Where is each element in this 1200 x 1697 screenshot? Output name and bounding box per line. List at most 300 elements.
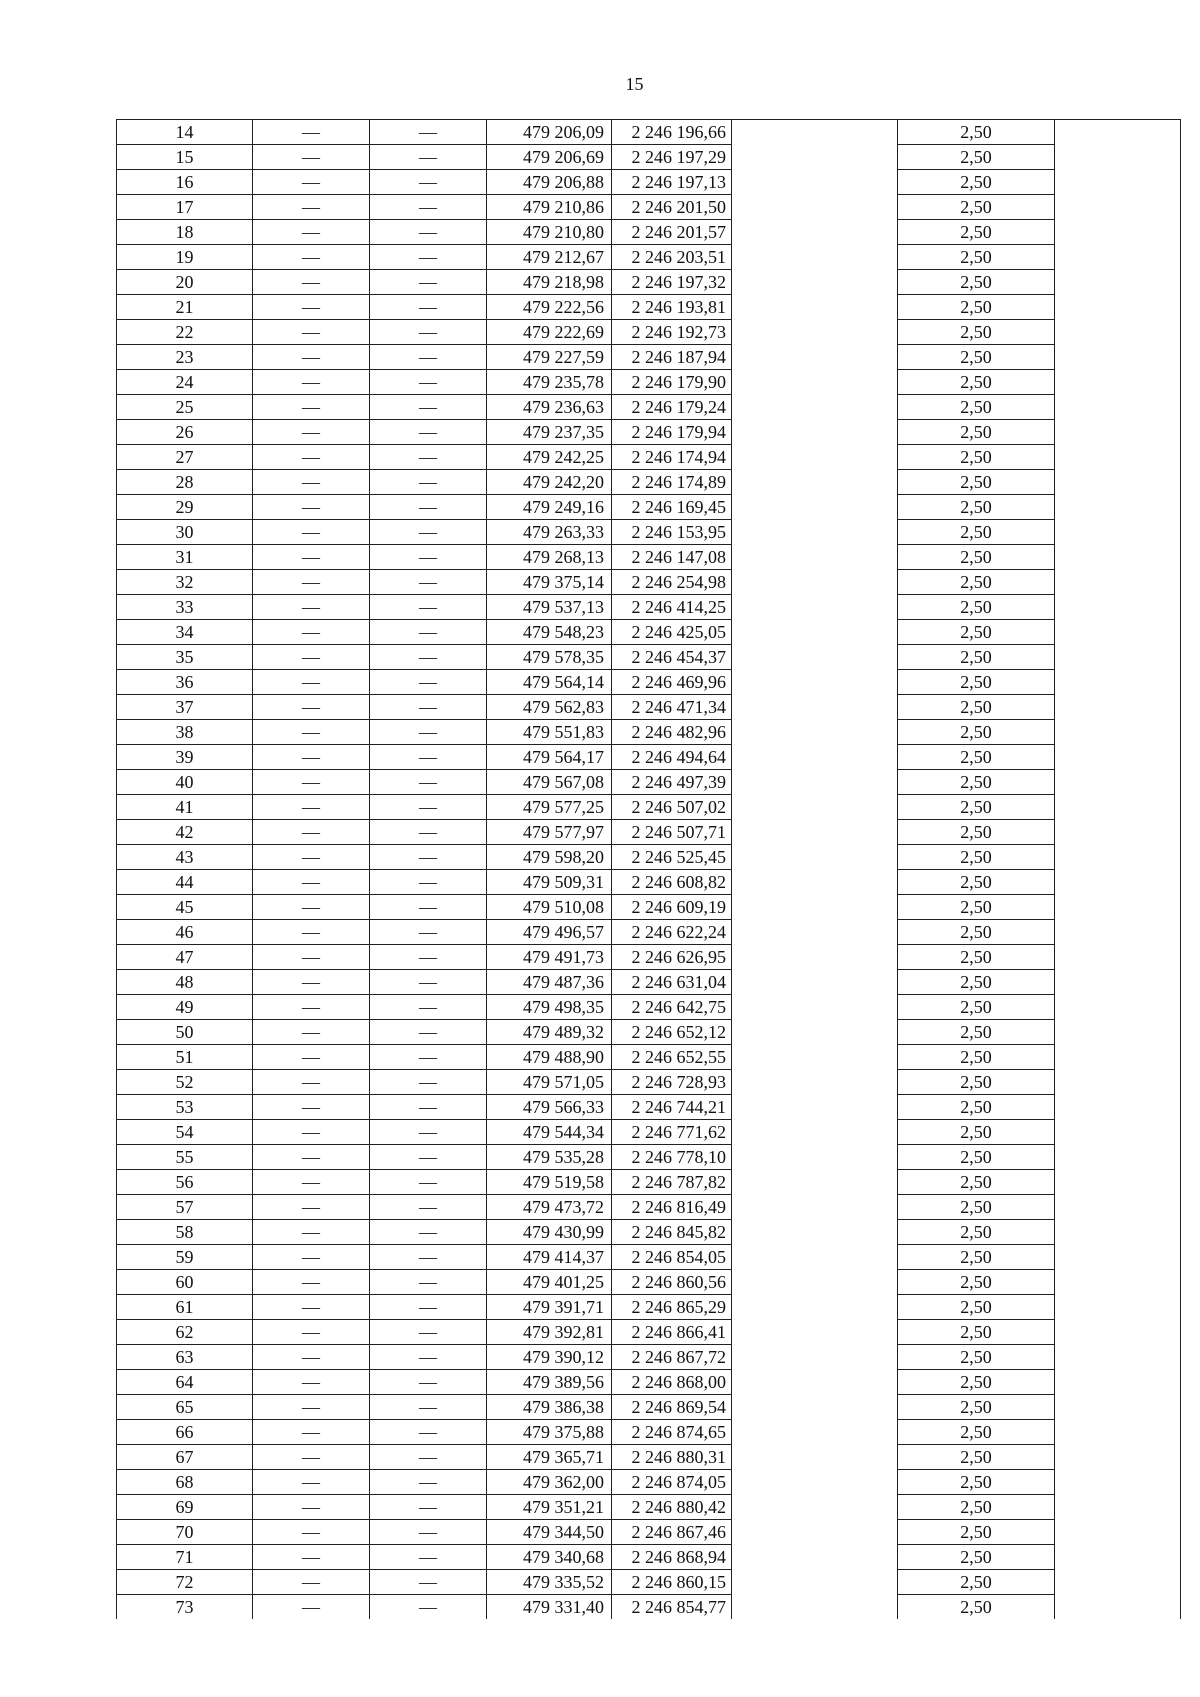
point-number-cell: 14 [117, 120, 253, 145]
dash-cell: — [253, 820, 370, 845]
y-coordinate-cell: 2 246 414,25 [612, 595, 732, 620]
accuracy-cell: 2,50 [898, 695, 1055, 720]
x-coordinate-cell: 479 430,99 [487, 1220, 612, 1245]
empty-cell [732, 645, 898, 670]
point-number-cell: 61 [117, 1295, 253, 1320]
point-number-cell: 51 [117, 1045, 253, 1070]
dash-cell: — [253, 670, 370, 695]
dash-cell: — [370, 495, 487, 520]
empty-cell [732, 1570, 898, 1595]
dash-cell: — [253, 270, 370, 295]
dash-cell: — [253, 1420, 370, 1445]
point-number-cell: 33 [117, 595, 253, 620]
point-number-cell: 58 [117, 1220, 253, 1245]
point-number-cell: 15 [117, 145, 253, 170]
point-number-cell: 30 [117, 520, 253, 545]
accuracy-cell: 2,50 [898, 1195, 1055, 1220]
empty-cell [732, 1195, 898, 1220]
y-coordinate-cell: 2 246 147,08 [612, 545, 732, 570]
table-row [117, 945, 1181, 970]
x-coordinate-cell: 479 487,36 [487, 970, 612, 995]
empty-cell [732, 870, 898, 895]
x-coordinate-cell: 479 488,90 [487, 1045, 612, 1070]
empty-cell [732, 1545, 898, 1570]
page-number: 15 [625, 74, 644, 94]
table-row [117, 1220, 1181, 1245]
point-number-cell: 28 [117, 470, 253, 495]
dash-cell: — [370, 545, 487, 570]
x-coordinate-cell: 479 362,00 [487, 1470, 612, 1495]
accuracy-cell: 2,50 [898, 1445, 1055, 1470]
dash-cell: — [370, 1295, 487, 1320]
accuracy-cell: 2,50 [898, 495, 1055, 520]
point-number-cell: 44 [117, 870, 253, 895]
y-coordinate-cell: 2 246 880,31 [612, 1445, 732, 1470]
dash-cell: — [253, 1520, 370, 1545]
table-row [117, 1270, 1181, 1295]
y-coordinate-cell: 2 246 187,94 [612, 345, 732, 370]
table-row [117, 1020, 1181, 1045]
empty-cell [732, 295, 898, 320]
dash-cell: — [253, 1070, 370, 1095]
x-coordinate-cell: 479 344,50 [487, 1520, 612, 1545]
dash-cell: — [370, 195, 487, 220]
y-coordinate-cell: 2 246 622,24 [612, 920, 732, 945]
accuracy-cell: 2,50 [898, 945, 1055, 970]
table-row [117, 895, 1181, 920]
dash-cell: — [253, 1370, 370, 1395]
accuracy-cell: 2,50 [898, 1595, 1055, 1620]
empty-cell [732, 1145, 898, 1170]
table-row [117, 1570, 1181, 1595]
accuracy-cell: 2,50 [898, 245, 1055, 270]
point-number-cell: 41 [117, 795, 253, 820]
accuracy-cell: 2,50 [898, 1220, 1055, 1245]
x-coordinate-cell: 479 375,88 [487, 1420, 612, 1445]
x-coordinate-cell: 479 237,35 [487, 420, 612, 445]
empty-cell [1055, 595, 1181, 620]
x-coordinate-cell: 479 598,20 [487, 845, 612, 870]
empty-cell [732, 770, 898, 795]
x-coordinate-cell: 479 509,31 [487, 870, 612, 895]
table-row [117, 1495, 1181, 1520]
empty-cell [1055, 1195, 1181, 1220]
dash-cell: — [370, 1170, 487, 1195]
dash-cell: — [370, 345, 487, 370]
point-number-cell: 49 [117, 995, 253, 1020]
x-coordinate-cell: 479 340,68 [487, 1545, 612, 1570]
dash-cell: — [253, 920, 370, 945]
dash-cell: — [370, 1320, 487, 1345]
point-number-cell: 24 [117, 370, 253, 395]
accuracy-cell: 2,50 [898, 1395, 1055, 1420]
table-row [117, 220, 1181, 245]
dash-cell: — [370, 1070, 487, 1095]
accuracy-cell: 2,50 [898, 395, 1055, 420]
x-coordinate-cell: 479 577,25 [487, 795, 612, 820]
dash-cell: — [370, 770, 487, 795]
empty-cell [732, 145, 898, 170]
empty-cell [1055, 170, 1181, 195]
dash-cell: — [253, 420, 370, 445]
accuracy-cell: 2,50 [898, 920, 1055, 945]
dash-cell: — [370, 120, 487, 145]
table-row [117, 1395, 1181, 1420]
empty-cell [732, 795, 898, 820]
point-number-cell: 64 [117, 1370, 253, 1395]
empty-cell [1055, 1520, 1181, 1545]
dash-cell: — [370, 1270, 487, 1295]
y-coordinate-cell: 2 246 254,98 [612, 570, 732, 595]
empty-cell [1055, 395, 1181, 420]
table-row [117, 845, 1181, 870]
dash-cell: — [253, 945, 370, 970]
x-coordinate-cell: 479 489,32 [487, 1020, 612, 1045]
accuracy-cell: 2,50 [898, 745, 1055, 770]
dash-cell: — [370, 1345, 487, 1370]
y-coordinate-cell: 2 246 179,94 [612, 420, 732, 445]
dash-cell: — [370, 970, 487, 995]
accuracy-cell: 2,50 [898, 345, 1055, 370]
empty-cell [1055, 1020, 1181, 1045]
x-coordinate-cell: 479 210,86 [487, 195, 612, 220]
empty-cell [732, 195, 898, 220]
y-coordinate-cell: 2 246 868,94 [612, 1545, 732, 1570]
empty-cell [1055, 1045, 1181, 1070]
dash-cell: — [253, 345, 370, 370]
empty-cell [1055, 1220, 1181, 1245]
coordinates-table [116, 119, 1181, 1619]
point-number-cell: 50 [117, 1020, 253, 1045]
empty-cell [1055, 1245, 1181, 1270]
accuracy-cell: 2,50 [898, 145, 1055, 170]
table-row [117, 1095, 1181, 1120]
accuracy-cell: 2,50 [898, 1345, 1055, 1370]
dash-cell: — [253, 1395, 370, 1420]
point-number-cell: 71 [117, 1545, 253, 1570]
empty-cell [732, 1020, 898, 1045]
dash-cell: — [370, 295, 487, 320]
empty-cell [1055, 220, 1181, 245]
dash-cell: — [370, 445, 487, 470]
point-number-cell: 54 [117, 1120, 253, 1145]
accuracy-cell: 2,50 [898, 570, 1055, 595]
point-number-cell: 26 [117, 420, 253, 445]
empty-cell [732, 745, 898, 770]
dash-cell: — [370, 1195, 487, 1220]
x-coordinate-cell: 479 473,72 [487, 1195, 612, 1220]
accuracy-cell: 2,50 [898, 320, 1055, 345]
dash-cell: — [253, 295, 370, 320]
dash-cell: — [370, 1120, 487, 1145]
empty-cell [1055, 620, 1181, 645]
dash-cell: — [370, 595, 487, 620]
empty-cell [732, 495, 898, 520]
y-coordinate-cell: 2 246 454,37 [612, 645, 732, 670]
table-row [117, 245, 1181, 270]
accuracy-cell: 2,50 [898, 545, 1055, 570]
empty-cell [1055, 1345, 1181, 1370]
y-coordinate-cell: 2 246 196,66 [612, 120, 732, 145]
x-coordinate-cell: 479 227,59 [487, 345, 612, 370]
dash-cell: — [370, 1020, 487, 1045]
accuracy-cell: 2,50 [898, 1145, 1055, 1170]
accuracy-cell: 2,50 [898, 1270, 1055, 1295]
empty-cell [732, 570, 898, 595]
point-number-cell: 69 [117, 1495, 253, 1520]
dash-cell: — [253, 470, 370, 495]
y-coordinate-cell: 2 246 471,34 [612, 695, 732, 720]
dash-cell: — [370, 820, 487, 845]
dash-cell: — [370, 1370, 487, 1395]
point-number-cell: 56 [117, 1170, 253, 1195]
dash-cell: — [370, 1045, 487, 1070]
x-coordinate-cell: 479 564,14 [487, 670, 612, 695]
empty-cell [1055, 145, 1181, 170]
y-coordinate-cell: 2 246 865,29 [612, 1295, 732, 1320]
dash-cell: — [370, 945, 487, 970]
empty-cell [732, 320, 898, 345]
point-number-cell: 67 [117, 1445, 253, 1470]
empty-cell [732, 620, 898, 645]
x-coordinate-cell: 479 414,37 [487, 1245, 612, 1270]
dash-cell: — [370, 720, 487, 745]
empty-cell [732, 470, 898, 495]
table-row [117, 170, 1181, 195]
y-coordinate-cell: 2 246 201,50 [612, 195, 732, 220]
dash-cell: — [253, 770, 370, 795]
empty-cell [732, 1445, 898, 1470]
dash-cell: — [253, 1095, 370, 1120]
table-row [117, 995, 1181, 1020]
dash-cell: — [370, 420, 487, 445]
dash-cell: — [253, 1545, 370, 1570]
x-coordinate-cell: 479 222,69 [487, 320, 612, 345]
dash-cell: — [253, 220, 370, 245]
x-coordinate-cell: 479 206,09 [487, 120, 612, 145]
accuracy-cell: 2,50 [898, 870, 1055, 895]
x-coordinate-cell: 479 401,25 [487, 1270, 612, 1295]
x-coordinate-cell: 479 236,63 [487, 395, 612, 420]
point-number-cell: 27 [117, 445, 253, 470]
accuracy-cell: 2,50 [898, 670, 1055, 695]
empty-cell [732, 345, 898, 370]
point-number-cell: 59 [117, 1245, 253, 1270]
y-coordinate-cell: 2 246 867,72 [612, 1345, 732, 1370]
table-row [117, 320, 1181, 345]
dash-cell: — [253, 1295, 370, 1320]
accuracy-cell: 2,50 [898, 1120, 1055, 1145]
dash-cell: — [370, 745, 487, 770]
empty-cell [732, 1170, 898, 1195]
dash-cell: — [370, 895, 487, 920]
point-number-cell: 31 [117, 545, 253, 570]
y-coordinate-cell: 2 246 854,05 [612, 1245, 732, 1270]
empty-cell [1055, 1595, 1181, 1620]
dash-cell: — [370, 1470, 487, 1495]
accuracy-cell: 2,50 [898, 220, 1055, 245]
dash-cell: — [253, 895, 370, 920]
empty-cell [732, 845, 898, 870]
y-coordinate-cell: 2 246 642,75 [612, 995, 732, 1020]
empty-cell [1055, 770, 1181, 795]
x-coordinate-cell: 479 564,17 [487, 745, 612, 770]
table-row [117, 295, 1181, 320]
table-row [117, 120, 1181, 145]
y-coordinate-cell: 2 246 153,95 [612, 520, 732, 545]
x-coordinate-cell: 479 206,88 [487, 170, 612, 195]
y-coordinate-cell: 2 246 609,19 [612, 895, 732, 920]
dash-cell: — [253, 1270, 370, 1295]
accuracy-cell: 2,50 [898, 1070, 1055, 1095]
point-number-cell: 39 [117, 745, 253, 770]
point-number-cell: 36 [117, 670, 253, 695]
y-coordinate-cell: 2 246 169,45 [612, 495, 732, 520]
point-number-cell: 40 [117, 770, 253, 795]
dash-cell: — [253, 1470, 370, 1495]
empty-cell [1055, 1570, 1181, 1595]
accuracy-cell: 2,50 [898, 1170, 1055, 1195]
point-number-cell: 70 [117, 1520, 253, 1545]
empty-cell [732, 945, 898, 970]
empty-cell [732, 1520, 898, 1545]
y-coordinate-cell: 2 246 482,96 [612, 720, 732, 745]
point-number-cell: 60 [117, 1270, 253, 1295]
dash-cell: — [253, 495, 370, 520]
dash-cell: — [253, 245, 370, 270]
table-body [117, 120, 1181, 1620]
x-coordinate-cell: 479 222,56 [487, 295, 612, 320]
x-coordinate-cell: 479 210,80 [487, 220, 612, 245]
dash-cell: — [253, 720, 370, 745]
dash-cell: — [253, 695, 370, 720]
dash-cell: — [253, 1220, 370, 1245]
empty-cell [1055, 1145, 1181, 1170]
y-coordinate-cell: 2 246 425,05 [612, 620, 732, 645]
x-coordinate-cell: 479 242,25 [487, 445, 612, 470]
dash-cell: — [253, 445, 370, 470]
x-coordinate-cell: 479 331,40 [487, 1595, 612, 1620]
accuracy-cell: 2,50 [898, 795, 1055, 820]
empty-cell [1055, 1445, 1181, 1470]
x-coordinate-cell: 479 551,83 [487, 720, 612, 745]
x-coordinate-cell: 479 498,35 [487, 995, 612, 1020]
dash-cell: — [370, 395, 487, 420]
y-coordinate-cell: 2 246 192,73 [612, 320, 732, 345]
accuracy-cell: 2,50 [898, 770, 1055, 795]
empty-cell [732, 1295, 898, 1320]
table-row [117, 620, 1181, 645]
y-coordinate-cell: 2 246 860,15 [612, 1570, 732, 1595]
table-row [117, 370, 1181, 395]
dash-cell: — [370, 145, 487, 170]
empty-cell [1055, 295, 1181, 320]
dash-cell: — [253, 170, 370, 195]
x-coordinate-cell: 479 390,12 [487, 1345, 612, 1370]
empty-cell [1055, 195, 1181, 220]
empty-cell [732, 1470, 898, 1495]
empty-cell [1055, 1495, 1181, 1520]
x-coordinate-cell: 479 537,13 [487, 595, 612, 620]
table-row [117, 920, 1181, 945]
dash-cell: — [253, 1495, 370, 1520]
point-number-cell: 19 [117, 245, 253, 270]
x-coordinate-cell: 479 491,73 [487, 945, 612, 970]
dash-cell: — [370, 695, 487, 720]
y-coordinate-cell: 2 246 494,64 [612, 745, 732, 770]
dash-cell: — [253, 120, 370, 145]
empty-cell [732, 220, 898, 245]
accuracy-cell: 2,50 [898, 445, 1055, 470]
y-coordinate-cell: 2 246 874,65 [612, 1420, 732, 1445]
y-coordinate-cell: 2 246 179,90 [612, 370, 732, 395]
point-number-cell: 20 [117, 270, 253, 295]
table-row [117, 770, 1181, 795]
y-coordinate-cell: 2 246 816,49 [612, 1195, 732, 1220]
empty-cell [1055, 470, 1181, 495]
point-number-cell: 55 [117, 1145, 253, 1170]
x-coordinate-cell: 479 510,08 [487, 895, 612, 920]
dash-cell: — [253, 595, 370, 620]
dash-cell: — [253, 995, 370, 1020]
table-row [117, 570, 1181, 595]
dash-cell: — [370, 520, 487, 545]
empty-cell [732, 245, 898, 270]
dash-cell: — [370, 220, 487, 245]
table-row [117, 495, 1181, 520]
dash-cell: — [370, 370, 487, 395]
accuracy-cell: 2,50 [898, 895, 1055, 920]
x-coordinate-cell: 479 218,98 [487, 270, 612, 295]
y-coordinate-cell: 2 246 845,82 [612, 1220, 732, 1245]
point-number-cell: 46 [117, 920, 253, 945]
empty-cell [1055, 870, 1181, 895]
empty-cell [732, 1270, 898, 1295]
dash-cell: — [370, 245, 487, 270]
table-row [117, 395, 1181, 420]
x-coordinate-cell: 479 578,35 [487, 645, 612, 670]
empty-cell [732, 995, 898, 1020]
empty-cell [1055, 120, 1181, 145]
dash-cell: — [253, 645, 370, 670]
accuracy-cell: 2,50 [898, 120, 1055, 145]
y-coordinate-cell: 2 246 201,57 [612, 220, 732, 245]
y-coordinate-cell: 2 246 469,96 [612, 670, 732, 695]
dash-cell: — [370, 995, 487, 1020]
point-number-cell: 22 [117, 320, 253, 345]
table-row [117, 1320, 1181, 1345]
empty-cell [732, 1595, 898, 1620]
accuracy-cell: 2,50 [898, 1320, 1055, 1345]
y-coordinate-cell: 2 246 778,10 [612, 1145, 732, 1170]
accuracy-cell: 2,50 [898, 270, 1055, 295]
dash-cell: — [370, 1245, 487, 1270]
accuracy-cell: 2,50 [898, 1420, 1055, 1445]
y-coordinate-cell: 2 246 497,39 [612, 770, 732, 795]
dash-cell: — [253, 1120, 370, 1145]
table-row [117, 1445, 1181, 1470]
point-number-cell: 29 [117, 495, 253, 520]
x-coordinate-cell: 479 535,28 [487, 1145, 612, 1170]
table-row [117, 1420, 1181, 1445]
dash-cell: — [253, 1320, 370, 1345]
point-number-cell: 16 [117, 170, 253, 195]
y-coordinate-cell: 2 246 860,56 [612, 1270, 732, 1295]
empty-cell [1055, 1070, 1181, 1095]
empty-cell [732, 545, 898, 570]
empty-cell [1055, 320, 1181, 345]
x-coordinate-cell: 479 519,58 [487, 1170, 612, 1195]
